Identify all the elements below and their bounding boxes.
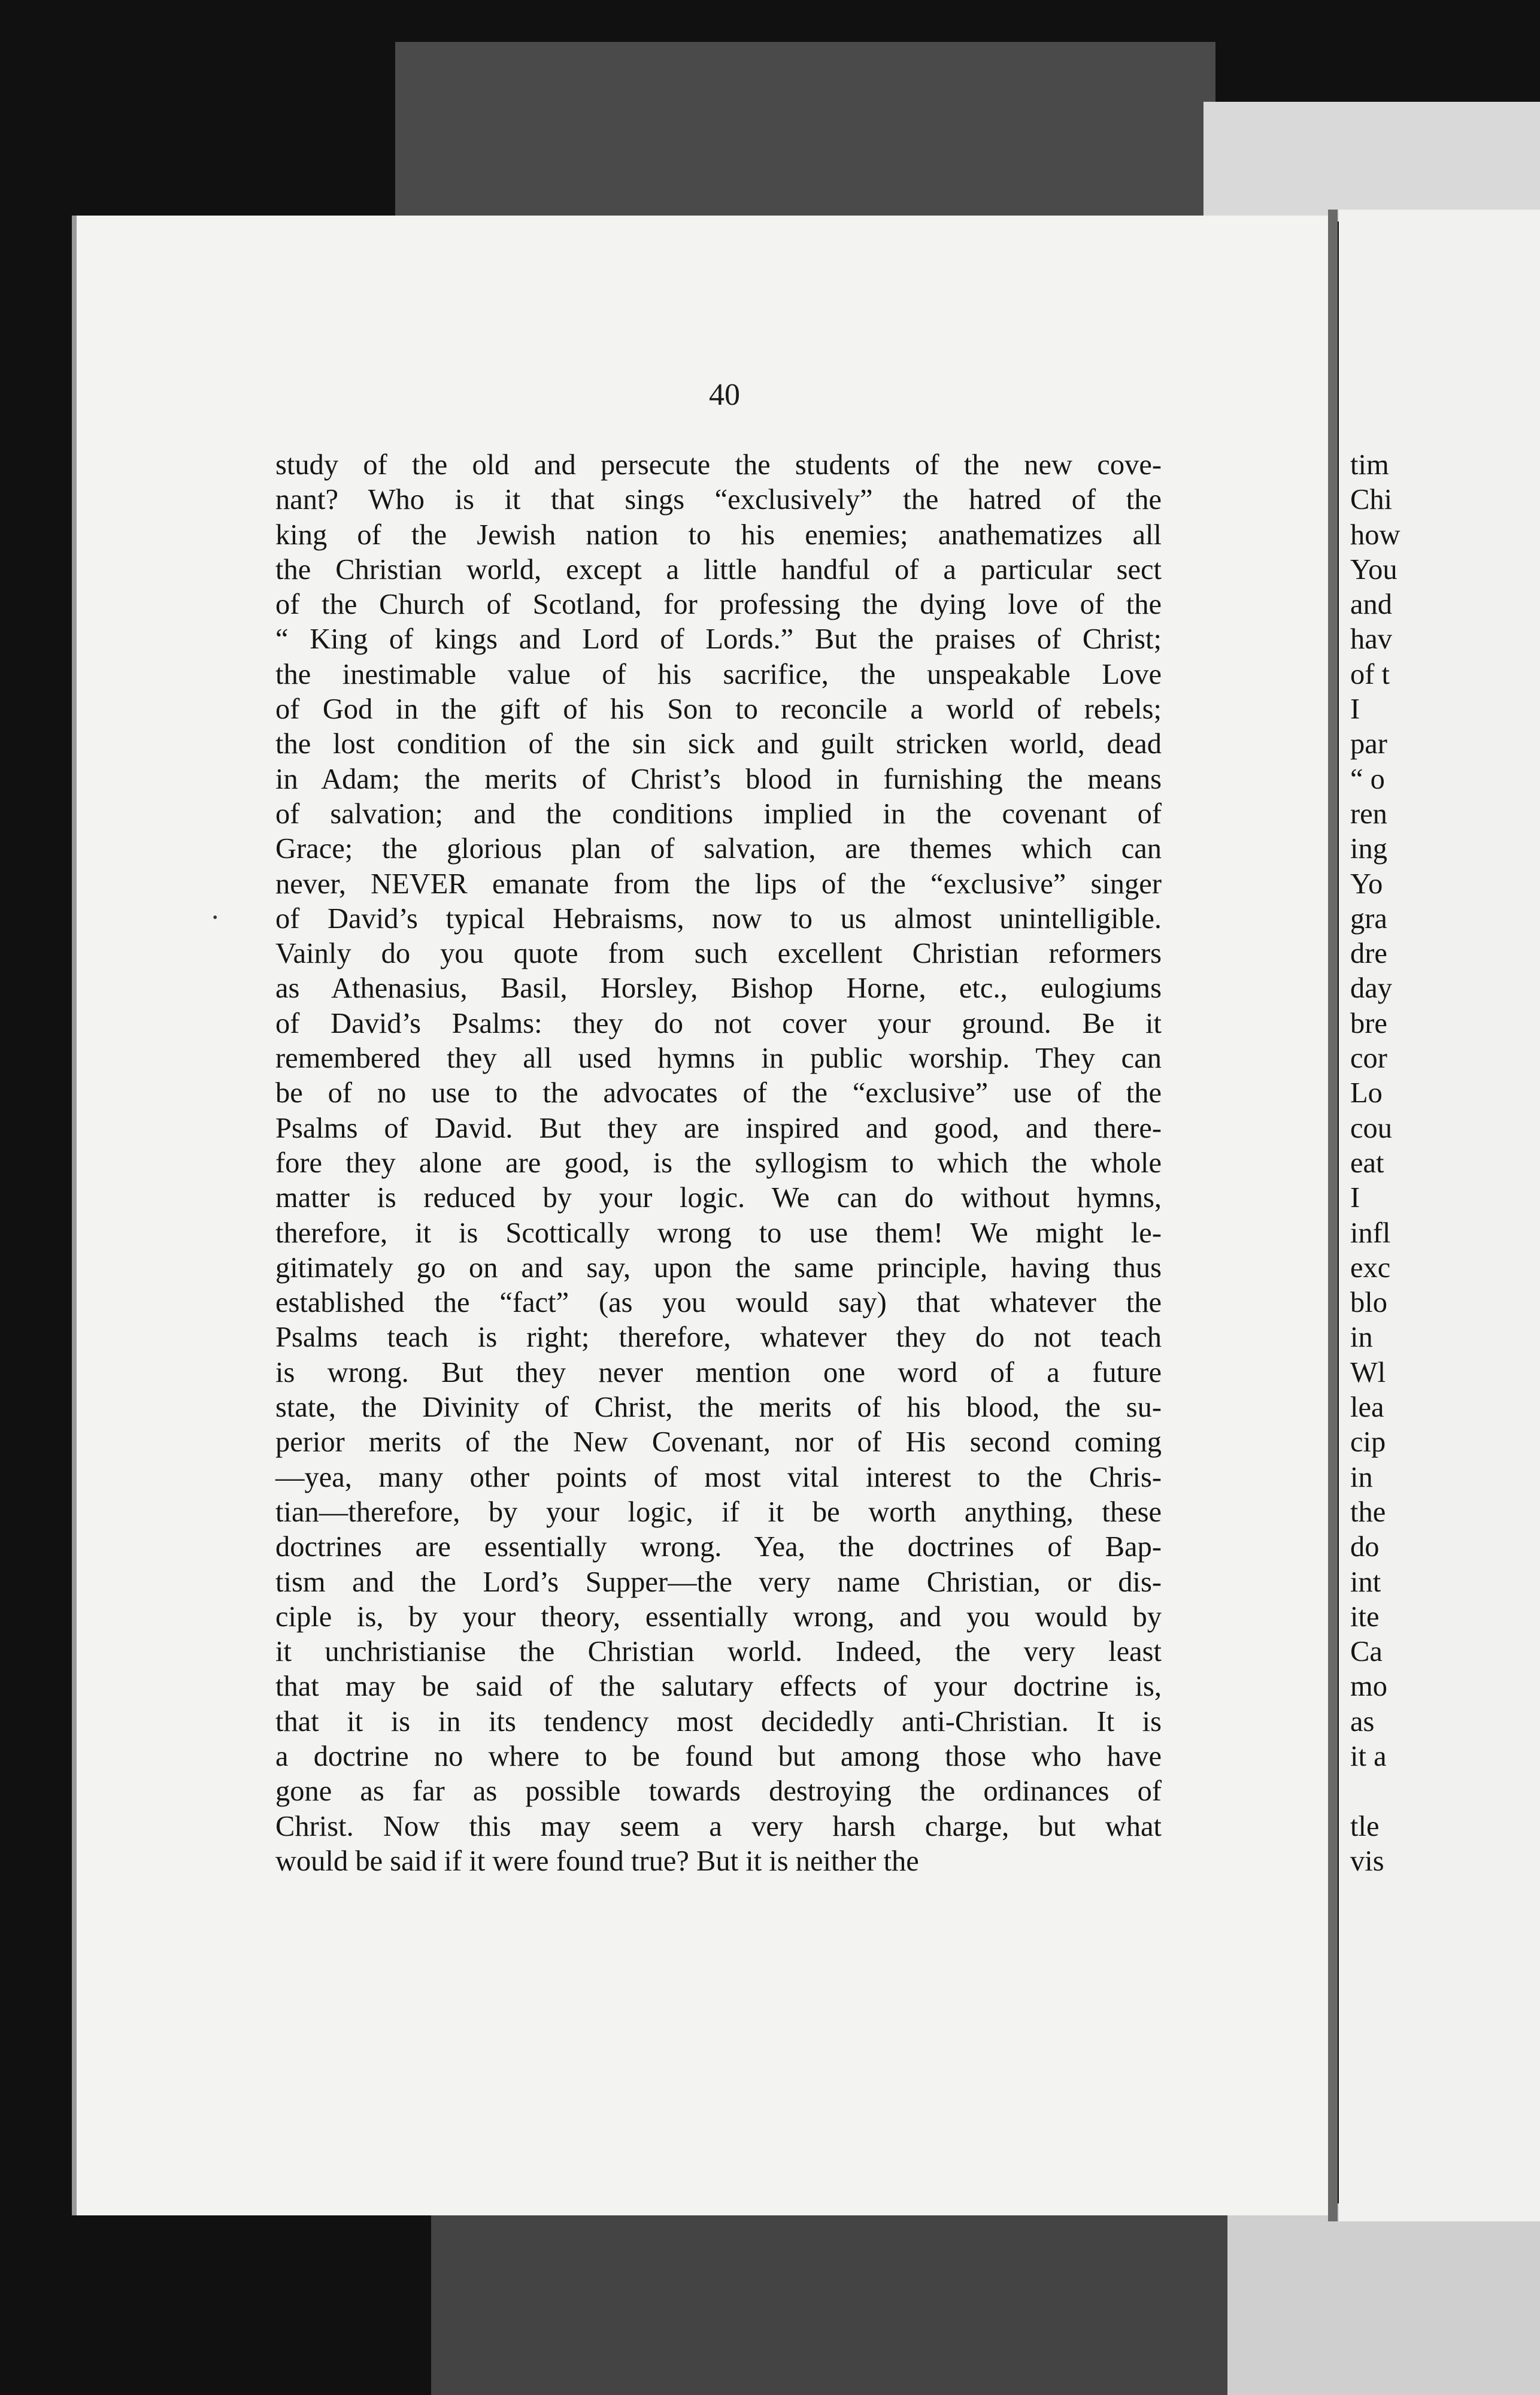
- text-line: the Christian world, except a little handful of a particular sect: [275, 553, 1162, 586]
- page-body-text: [275, 448, 1162, 1879]
- facing-page-fragment: Lo: [1350, 1077, 1383, 1109]
- text-line: doctrines are essentially wrong. Yea, the doctrines of Bap-: [275, 1531, 1162, 1563]
- text-line: in Adam; the merits of Christ’s blood in furnishing the means: [275, 763, 1162, 795]
- text-line: Psalms teach is right; therefore, whatever they do not teach: [275, 1321, 1162, 1354]
- facing-page-fragment: ite: [1350, 1600, 1380, 1633]
- facing-page-fragment: You: [1350, 553, 1397, 586]
- facing-page-fragment: I: [1350, 693, 1360, 726]
- facing-page-fragment: cor: [1350, 1042, 1387, 1075]
- page-number: 40: [709, 378, 740, 412]
- facing-page-fragment: the: [1350, 1496, 1386, 1528]
- text-line: Psalms of David. But they are inspired and good, and there-: [275, 1112, 1162, 1144]
- facing-page-fragment: day: [1350, 972, 1393, 1005]
- book-gutter: [1328, 210, 1338, 2221]
- text-line: of David’s typical Hebraisms, now to us almost unintelligible.: [275, 902, 1162, 935]
- facing-page-fragment: in: [1350, 1461, 1373, 1493]
- text-line: gone as far as possible towards destroying the ordinances of: [275, 1775, 1162, 1808]
- facing-page-fragment: lea: [1350, 1391, 1384, 1424]
- facing-page-fragment: int: [1350, 1566, 1381, 1598]
- text-line: be of no use to the advocates of the “exclusive” use of the: [275, 1077, 1162, 1109]
- facing-page-fragment: and: [1350, 589, 1393, 621]
- text-line: study of the old and persecute the students of the new cove-: [275, 449, 1162, 481]
- facing-page-fragment: mo: [1350, 1671, 1387, 1703]
- scan-background-top: [395, 42, 1215, 222]
- text-line: a doctrine no where to be found but among those who have: [275, 1740, 1162, 1772]
- facing-page-fragment: Wl: [1350, 1356, 1386, 1389]
- facing-page-fragment: hav: [1350, 623, 1393, 656]
- facing-page-fragment: in: [1350, 1321, 1373, 1354]
- facing-page-fragment: eat: [1350, 1147, 1384, 1179]
- text-line: remembered they all used hymns in public worship. They can: [275, 1042, 1162, 1075]
- facing-page-fragment: infl: [1350, 1217, 1391, 1249]
- text-line: state, the Divinity of Christ, the merits of his blood, the su-: [275, 1391, 1162, 1424]
- text-line: of David’s Psalms: they do not cover your ground. Be it: [275, 1007, 1162, 1039]
- text-line: Grace; the glorious plan of salvation, are themes which can: [275, 833, 1162, 865]
- text-line: fore they alone are good, is the syllogism to which the whole: [275, 1147, 1162, 1179]
- text-line: Vainly do you quote from such excellent Christian reformers: [275, 938, 1162, 970]
- facing-page-fragment: cou: [1350, 1112, 1393, 1144]
- facing-page-fragment: bre: [1350, 1007, 1387, 1039]
- text-line: —yea, many other points of most vital interest to the Chris-: [275, 1461, 1162, 1493]
- text-line: of God in the gift of his Son to reconcile a world of rebels;: [275, 693, 1162, 726]
- facing-page-fragment: of t: [1350, 658, 1390, 690]
- text-line: established the “fact” (as you would say) that whatever the: [275, 1287, 1162, 1319]
- facing-page-fragment: dre: [1350, 938, 1387, 970]
- text-line: it unchristianise the Christian world. Indeed, the very least: [275, 1636, 1162, 1668]
- text-line: of salvation; and the conditions implied in the covenant of: [275, 798, 1162, 830]
- facing-page-fragment: exc: [1350, 1251, 1391, 1284]
- facing-page-fragment: cip: [1350, 1426, 1386, 1459]
- text-line: ciple is, by your theory, essentially wrong, and you would by: [275, 1600, 1162, 1633]
- facing-page-fragment: ing: [1350, 833, 1387, 865]
- facing-page-fragment: it a: [1350, 1740, 1387, 1772]
- text-line: king of the Jewish nation to his enemies; anathematizes all: [275, 519, 1162, 551]
- facing-page-fragment: I: [1350, 1182, 1360, 1214]
- facing-page-fragment: [1350, 1774, 1540, 1809]
- text-line: therefore, it is Scottically wrong to use them! We might le-: [275, 1217, 1162, 1249]
- text-line: “ King of kings and Lord of Lords.” But the praises of Christ;: [275, 623, 1162, 656]
- facing-page-fragment: blo: [1350, 1287, 1387, 1319]
- facing-page-fragment: gra: [1350, 902, 1387, 935]
- margin-mark: •: [213, 910, 218, 926]
- text-line: the inestimable value of his sacrifice, the unspeakable Love: [275, 658, 1162, 690]
- facing-page-fragment: vis: [1350, 1845, 1384, 1877]
- text-line: Christ. Now this may seem a very harsh charge, but what: [275, 1810, 1162, 1842]
- text-line: as Athenasius, Basil, Horsley, Bishop Horne, etc., eulogiums: [275, 972, 1162, 1005]
- facing-page-fragment: how: [1350, 519, 1400, 551]
- text-line: of the Church of Scotland, for professing the dying love of the: [275, 589, 1162, 621]
- facing-page-fragments: [1350, 448, 1540, 1879]
- facing-page-fragment: ren: [1350, 798, 1387, 830]
- text-line: that it is in its tendency most decidedly anti-Christian. It is: [275, 1705, 1162, 1738]
- text-line: nant? Who is it that sings “exclusively” the hatred of the: [275, 484, 1162, 516]
- facing-page-fragment: Chi: [1350, 484, 1393, 516]
- facing-page-fragment: as: [1350, 1705, 1375, 1738]
- text-line: matter is reduced by your logic. We can do without hymns,: [275, 1182, 1162, 1214]
- text-line: tism and the Lord’s Supper—the very name Christian, or dis-: [275, 1566, 1162, 1598]
- text-line: gitimately go on and say, upon the same principle, having thus: [275, 1251, 1162, 1284]
- facing-page-fragment: Yo: [1350, 868, 1383, 900]
- facing-page-fragment: do: [1350, 1531, 1380, 1563]
- text-line: the lost condition of the sin sick and guilt stricken world, dead: [275, 728, 1162, 760]
- text-line: would be said if it were found true? But it is neither the: [275, 1845, 919, 1877]
- text-line: never, NEVER emanate from the lips of the “exclusive” singer: [275, 868, 1162, 900]
- text-line: is wrong. But they never mention one word of a future: [275, 1356, 1162, 1389]
- scan-paper-strip-bottom: [1227, 2203, 1540, 2395]
- facing-page-fragment: “ o: [1350, 763, 1385, 795]
- facing-page-fragment: tim: [1350, 449, 1389, 481]
- text-line: perior merits of the New Covenant, nor of His second coming: [275, 1426, 1162, 1459]
- text-line: that may be said of the salutary effects of your doctrine is,: [275, 1671, 1162, 1703]
- scan-paper-strip-top: [1203, 102, 1540, 222]
- scan-background-bottom: [431, 2197, 1239, 2395]
- text-line: tian—therefore, by your logic, if it be worth anything, these: [275, 1496, 1162, 1528]
- facing-page-fragment: Ca: [1350, 1636, 1383, 1668]
- facing-page-fragment: par: [1350, 728, 1387, 760]
- facing-page-fragment: tle: [1350, 1810, 1380, 1842]
